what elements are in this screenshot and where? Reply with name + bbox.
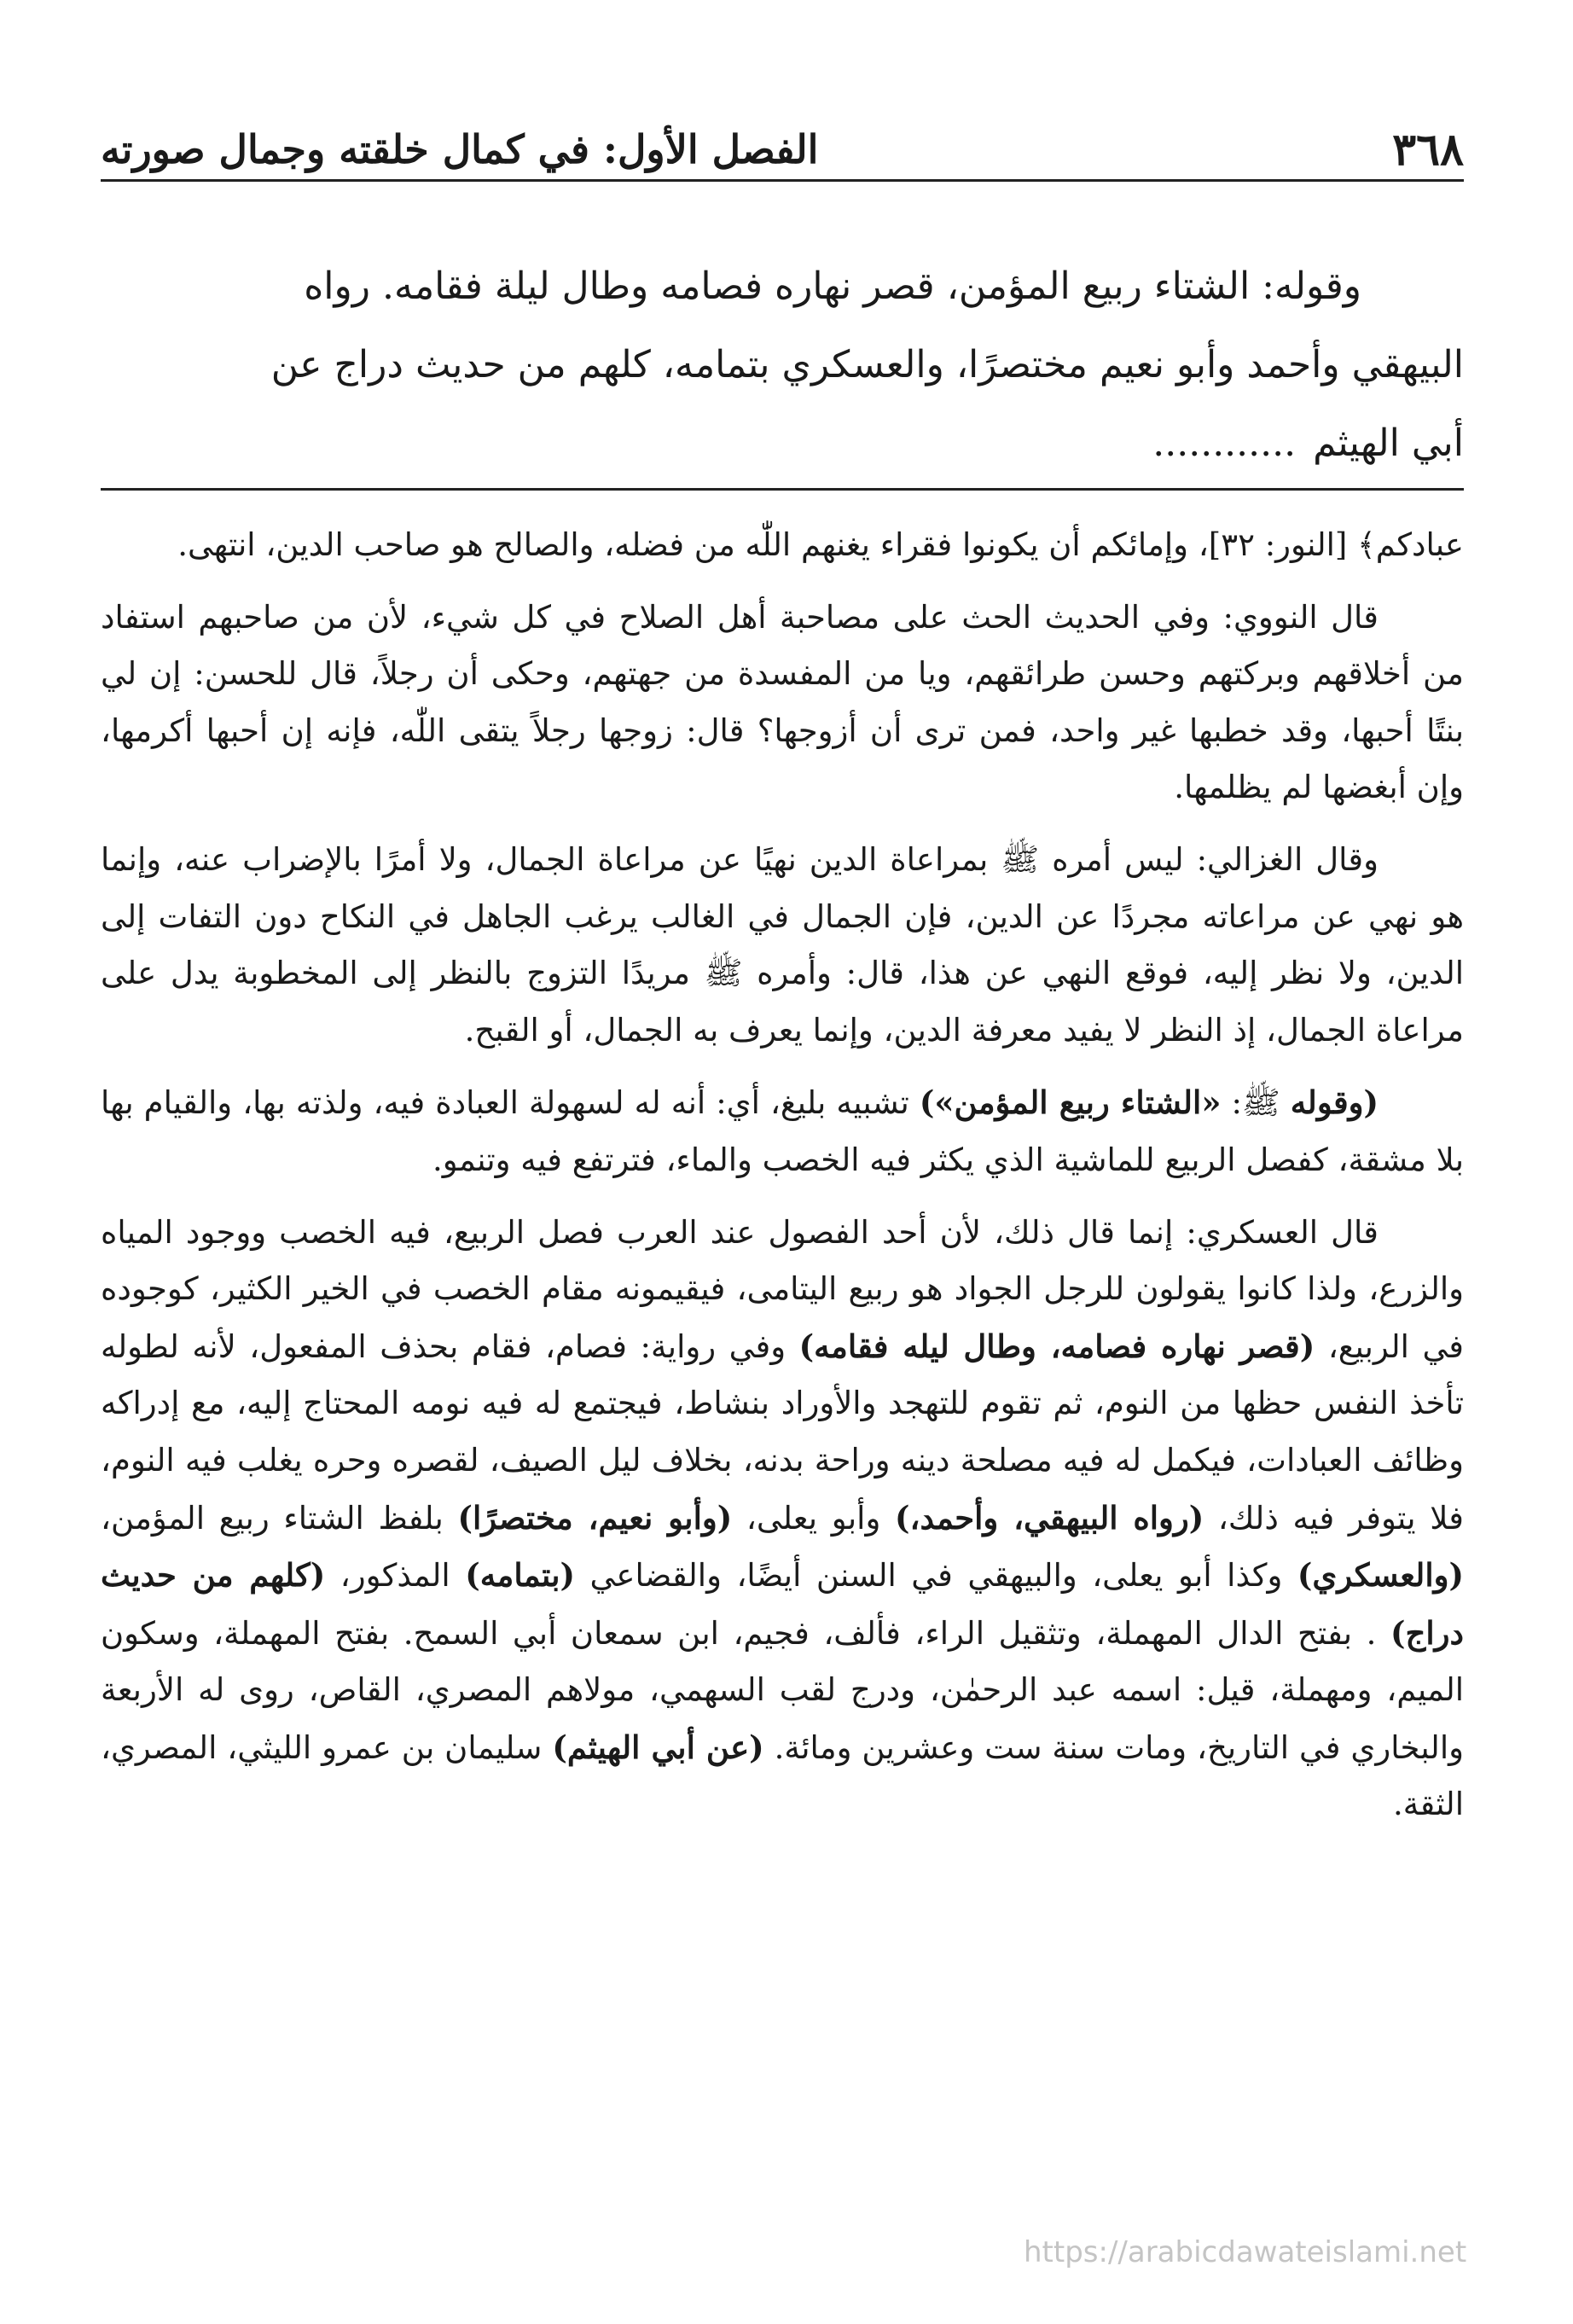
matn-line: البيهقي وأحمد وأبو نعيم مختصرًا، والعسكري بتمامه، كلهم من حديث دراج عن <box>270 343 1464 386</box>
running-title: الفصل الأول: في كمال خلقته وجمال صورته <box>101 126 819 172</box>
commentary-paragraph: عبادكم﴾ [النور: ٣٢]، وإمائكم أن يكونوا فقراء يغنهم اللّٰه من فضله، والصالح هو صاحب الدين، انتهى. <box>177 526 1464 563</box>
section-divider <box>101 488 1464 491</box>
watermark-url: https://arabicdawateislami.net <box>1024 2235 1467 2269</box>
commentary-paragraph: وقال الغزالي: ليس أمره ﷺ بمراعاة الدين نهيًا عن مراعاة الجمال، ولا أمرًا بالإضراب عنه، وإنما هو نهي عن مراعاته مجردًا عن الدين، فإن الجمال في الغالب يرغب الجاهل في النكاح دون التفات إلى الدين، ولا نظر إليه، فوقع النهي عن هذا، قال: وأمره ﷺ مريدًا التزوج بالنظر إلى المخطوبة يدل على مراعاة الجمال، إذ النظر لا يفيد معرفة الدين، وإنما يعرف به الجمال، أو القبح. <box>101 840 1464 1049</box>
commentary-paragraph: قال النووي: وفي الحديث الحث على مصاحبة أهل الصلاح في كل شيء، لأن من صاحبهم استفاد من أخلاقهم وبركتهم وحسن طرائقهم، ويا من المفسدة من جهتهم، وحكى أن رجلاً، قال للحسن: إن لي بنتًا أحبها، وقد خطبها غير واحد، فمن ترى أن أزوجها؟ قال: زوجها رجلاً يتقى اللّٰه، فإنه إن أحبها أكرمها، وإن أبغضها لم يظلمها. <box>101 598 1464 806</box>
commentary-block <box>101 517 1464 1849</box>
page-header <box>101 119 1464 182</box>
ellipsis-dots: ............ <box>1152 421 1297 465</box>
matn-line: أبي الهيثم............ <box>1152 421 1464 465</box>
hadith-text-block <box>101 247 1464 483</box>
page-number: ٣٦٨ <box>1392 123 1464 176</box>
matn-line: وقوله: الشتاء ربيع المؤمن، قصر نهاره فصامه وطال ليلة فقامه. رواه <box>304 264 1361 308</box>
commentary-paragraph: (وقوله ﷺ: «الشتاء ربيع المؤمن») تشبيه بليغ، أي: أنه له لسهولة العبادة فيه، ولذته بها، والقيام بها بلا مشقة، كفصل الربيع للماشية الذي يكثر فيه الخصب والماء، فترتفع فيه وتنمو. <box>101 1084 1464 1178</box>
commentary-paragraph: قال العسكري: إنما قال ذلك، لأن أحد الفصول عند العرب فصل الربيع، فيه الخصب ووجود المياه والزرع، ولذا كانوا يقولون للرجل الجواد هو ربيع اليتامى، فيقيمونه مقام الخصب في الخير الكثير، كوجوده في الربيع، (قصر نهاره فصامه، وطال ليله فقامه) وفي رواية: فصام، فقام بحذف المفعول، لأنه لطوله تأخذ النفس حظها من النوم، ثم تقوم للتهجد والأوراد بنشاط، فيجتمع له فيه نومه المحتاج إليه، مع إدراكه وظائف العبادات، فيكمل له فيه مصلحة دينه وراحة بدنه، بخلاف ليل الصيف، لقصره وحره يغلب فيه النوم، فلا يتوفر فيه ذلك، (رواه البيهقي، وأحمد،) وأبو يعلى، (وأبو نعيم، مختصرًا) بلفظ الشتاء ربيع المؤمن، (والعسكري) وكذا أبو يعلى، والبيهقي في السنن أيضًا، والقضاعي (بتمامه) المذكور، (كلهم من حديث دراج) . بفتح الدال المهملة، وتثقيل الراء، فألف، فجيم، ابن سمعان أبي السمح. بفتح المهملة، وسكون الميم، ومهملة، قيل: اسمه عبد الرحمٰن، ودرج لقب السهمي، مولاهم المصري، القاص، روى له الأربعة والبخاري في التاريخ، ومات سنة ست وعشرين ومائة. (عن أبي الهيثم) سليمان بن عمرو الليثي، المصري، الثقة. <box>101 1213 1464 1823</box>
